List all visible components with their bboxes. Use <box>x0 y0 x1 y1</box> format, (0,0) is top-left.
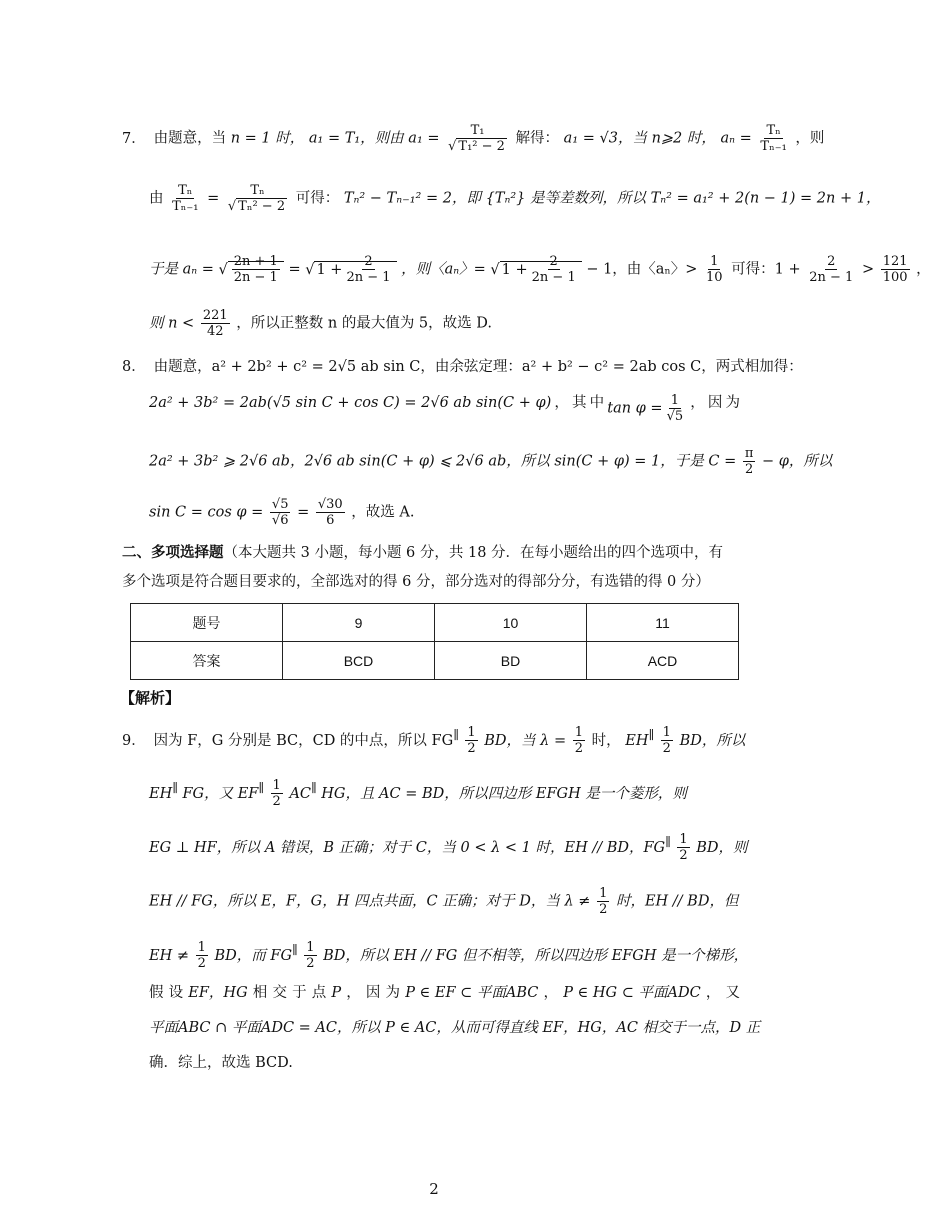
numerator: 1 <box>662 725 671 741</box>
denominator: Tₙ₋₁ <box>760 139 787 154</box>
fraction <box>661 725 673 756</box>
text: > <box>861 261 875 278</box>
q9-line-3 <box>149 832 748 864</box>
radicand: Tₙ² − 2 <box>238 199 286 214</box>
math: P ∈ EF ⊂ 平面ABC <box>405 985 539 1001</box>
text: = <box>207 190 220 207</box>
q7-line-3 <box>149 254 931 285</box>
numerator: 1 <box>197 940 206 956</box>
denominator: 2n − 1 <box>531 270 576 285</box>
fraction <box>304 940 316 971</box>
denominator: 2 <box>744 462 754 477</box>
text: 其 <box>572 395 587 411</box>
fraction <box>665 393 686 424</box>
math: P ∈ HG ⊂ 平面ADC <box>563 985 701 1001</box>
math: ，则〈aₙ〉= <box>401 261 486 278</box>
text: ，则 <box>795 130 825 147</box>
denominator: 2 <box>679 848 688 864</box>
text: 因 <box>365 985 381 1001</box>
fraction <box>201 308 230 339</box>
q9-line-4 <box>149 886 740 917</box>
numerator: 1 <box>599 886 608 901</box>
fraction <box>226 183 289 214</box>
fraction <box>530 254 578 285</box>
fraction <box>270 497 291 528</box>
text: 因为 F，G 分别是 BC，CD 的中点，所以 FG <box>153 732 454 749</box>
text: ， <box>554 395 569 411</box>
math: BD，所以 EH // FG 但不相等，所以四边形 EFGH 是一个梯形， <box>323 947 749 964</box>
denominator: Tₙ₋₁ <box>172 199 199 214</box>
table-header-cell: 10 <box>435 604 587 642</box>
denominator: 2 <box>467 741 476 757</box>
numerator: 2n + 1 <box>233 254 278 269</box>
text: = <box>297 504 310 521</box>
text: 假 <box>149 985 164 1001</box>
text: ， <box>916 261 931 278</box>
text: 交 <box>272 985 287 1001</box>
text: 由题意，当 <box>153 130 227 147</box>
text: ， <box>346 985 361 1001</box>
fraction <box>573 725 585 756</box>
numerator: 121 <box>882 254 908 269</box>
numerator: 1 <box>670 393 680 408</box>
numerator: 1 <box>467 725 476 741</box>
math: BD，则 <box>696 839 748 856</box>
fraction <box>170 183 200 214</box>
table-cell: BD <box>435 642 587 680</box>
math: 则 n < <box>149 315 195 332</box>
math: a₁ = <box>408 130 440 147</box>
fraction <box>465 725 477 756</box>
denominator: 2 <box>197 956 206 972</box>
text: − 1，由〈aₙ〉> <box>586 261 698 278</box>
section-2-heading <box>122 543 740 563</box>
math: HG，且 AC = BD，所以四边形 EFGH 是一个菱形，则 <box>321 785 687 802</box>
parallel-equal-symbol: ∥ <box>311 781 317 795</box>
q9-line-5 <box>149 940 749 972</box>
numerator: Tₙ <box>766 123 781 138</box>
text: ，故选 A. <box>351 504 415 521</box>
denominator: 10 <box>706 270 723 285</box>
denominator: 42 <box>206 324 224 339</box>
parallel-equal-symbol: ∥ <box>292 943 298 957</box>
math: EF，HG <box>188 985 248 1001</box>
answer-table <box>130 603 739 680</box>
q9-line-2 <box>149 778 740 809</box>
math: P <box>331 985 342 1001</box>
denominator: 2n − 1 <box>346 270 391 285</box>
table-header-cell: 题号 <box>131 604 283 642</box>
denominator: 2 <box>272 794 281 810</box>
q7-line-1 <box>122 123 825 154</box>
fraction <box>597 886 609 917</box>
math: − φ，所以 <box>762 453 833 470</box>
numerator: 1 <box>306 940 315 956</box>
math: a₁ = √3，当 n⩾2 时， <box>563 130 716 147</box>
text: 设 <box>168 985 184 1001</box>
math: tan φ = <box>607 400 663 417</box>
text: 点 <box>311 985 327 1001</box>
numerator: 2 <box>827 254 836 269</box>
analysis-heading: 【解析】 <box>120 689 181 707</box>
numerator: 2 <box>364 254 373 269</box>
denominator: 2n − 1 <box>233 270 278 285</box>
text: 可得： <box>295 190 340 207</box>
denominator: 6 <box>326 513 335 528</box>
section-description: 多个选项是符合题目要求的，全部选对的得 6 分，部分选对的得部分分，有选错的得 0 分） <box>122 574 710 590</box>
text: 又 <box>725 985 740 1001</box>
numerator: T₁ <box>470 123 485 138</box>
math: BD，当 λ = <box>484 732 567 749</box>
numerator: 1 <box>574 725 584 741</box>
text: ， <box>543 985 559 1001</box>
text: 时， <box>591 732 621 749</box>
math: n = 1 时， <box>230 130 305 147</box>
math: a₁ = T₁，则由 <box>308 130 404 147</box>
text: 由 <box>149 190 164 207</box>
text: ， <box>690 395 705 411</box>
table-row <box>131 642 739 680</box>
parallel-equal-symbol: ∥ <box>665 835 671 849</box>
parallel-equal-symbol: ∥ <box>648 728 655 742</box>
math: EG ⊥ HF，所以 A 错误，B 正确；对于 C，当 0 < λ < 1 时，EH // BD，FG <box>149 839 666 856</box>
math: EH <box>149 785 173 802</box>
question-number: 8． <box>122 359 146 375</box>
fraction <box>271 778 283 809</box>
q9-line-1 <box>122 725 746 757</box>
fraction <box>316 497 345 528</box>
numerator: √5 <box>271 497 289 512</box>
math: BD，所以 <box>679 732 746 749</box>
text: 于 <box>292 985 307 1001</box>
math: 2a² + 3b² ⩾ 2√6 ab，2√6 ab sin(C + φ) ⩽ 2√6 ab，所以 sin(C + φ) = 1，于是 C = <box>149 453 737 470</box>
fraction <box>704 254 725 285</box>
fraction <box>743 446 756 477</box>
math: 2a² + 3b² = 2ab(√5 sin C + cos C) = 2√6 ab sin(C + φ) <box>149 395 552 411</box>
denominator: 100 <box>882 270 908 285</box>
denominator <box>446 139 509 154</box>
text: 相 <box>252 985 268 1001</box>
fraction <box>881 254 910 285</box>
q8-line-1 <box>122 357 803 377</box>
q9-line-8 <box>149 1053 740 1073</box>
q8-line-3 <box>149 446 833 477</box>
tan-phi <box>607 393 687 424</box>
denominator <box>226 199 289 214</box>
denominator: 2 <box>599 902 608 917</box>
math: Tₙ² − Tₙ₋₁² = 2，即 {Tₙ²} 是等差数列，所以 Tₙ² = a₁² + 2(n − 1) = 2n + 1， <box>343 190 881 207</box>
question-number: 9． <box>122 732 146 749</box>
numerator: 2 <box>549 254 558 269</box>
text: 1 + <box>501 261 528 278</box>
text: 为 <box>725 395 740 411</box>
numerator: π <box>744 446 754 461</box>
text: 因 <box>707 395 723 411</box>
q7-line-4 <box>149 308 740 339</box>
table-header-cell: 9 <box>283 604 435 642</box>
fraction <box>677 832 689 863</box>
table-cell: BCD <box>283 642 435 680</box>
fraction <box>232 254 280 285</box>
text: ， <box>705 985 721 1001</box>
numerator: 1 <box>679 832 688 848</box>
numerator: 1 <box>710 254 719 269</box>
math: AC <box>289 785 312 802</box>
math: BD，而 FG <box>214 947 293 964</box>
numerator: Tₙ <box>178 183 193 198</box>
section-2-description-2 <box>122 572 740 592</box>
text: = <box>288 261 301 278</box>
text: 解得： <box>515 130 560 147</box>
fraction <box>807 254 855 285</box>
numerator: √30 <box>317 497 343 512</box>
math: EH // FG，所以 E，F，G，H 四点共面，C 正确；对于 D，当 λ ≠ <box>149 893 591 910</box>
denominator: 2n − 1 <box>809 270 854 285</box>
text: 1 + <box>316 261 343 278</box>
text: 中 <box>589 395 605 411</box>
math: 于是 aₙ = <box>149 261 214 278</box>
numerator: 221 <box>202 308 228 323</box>
table-cell: ACD <box>587 642 739 680</box>
q8-line-2 <box>149 393 740 424</box>
page-number: 2 <box>429 1180 439 1198</box>
q9-line-6 <box>149 983 740 1003</box>
q9-line-7 <box>149 1018 761 1038</box>
fraction <box>196 940 208 971</box>
fraction <box>344 254 392 285</box>
text: 可得：1 + <box>731 261 801 278</box>
table-cell: 答案 <box>131 642 283 680</box>
parallel-equal-symbol: ∥ <box>453 728 459 742</box>
section-description: （本大题共 3 小题，每小题 6 分，共 18 分．在每小题给出的四个选项中，有 <box>223 545 724 561</box>
text: 确．综上，故选 BCD. <box>149 1055 293 1071</box>
numerator: Tₙ <box>250 183 265 198</box>
numerator: 1 <box>272 778 281 794</box>
math: FG，又 EF <box>182 785 259 802</box>
parallel-equal-symbol: ∥ <box>172 781 178 795</box>
math: EH ≠ <box>149 947 189 964</box>
q8-line-4 <box>149 497 740 528</box>
text: ，所以正整数 n 的最大值为 5，故选 D. <box>236 315 492 332</box>
math: 时，EH // BD，但 <box>615 893 739 910</box>
parallel-equal-symbol: ∥ <box>258 781 264 795</box>
denominator: 2 <box>574 741 584 757</box>
text: 由题意，a² + 2b² + c² = 2√5 ab sin C，由余弦定理：a² + b² − c² = 2ab cos C，两式相加得： <box>153 359 803 375</box>
fraction <box>758 123 788 154</box>
table-row <box>131 604 739 642</box>
math: 平面ABC ∩ 平面ADC = AC，所以 P ∈ AC，从而可得直线 EF，HG，AC 相交于一点，D 正 <box>149 1020 761 1036</box>
denominator: √6 <box>271 513 289 528</box>
denominator: 2 <box>306 956 315 972</box>
text: 为 <box>385 985 401 1001</box>
table-header-cell: 11 <box>587 604 739 642</box>
math: sin C = cos φ = <box>149 504 264 521</box>
fraction <box>446 123 509 154</box>
denominator: 2 <box>662 741 671 757</box>
question-number: 7． <box>122 130 146 147</box>
math: EH <box>625 732 649 749</box>
math: aₙ = <box>720 130 752 147</box>
section-title: 二、多项选择题 <box>122 545 224 561</box>
denominator: √5 <box>666 409 684 424</box>
radicand: T₁² − 2 <box>458 139 505 154</box>
q7-line-2 <box>149 183 881 214</box>
